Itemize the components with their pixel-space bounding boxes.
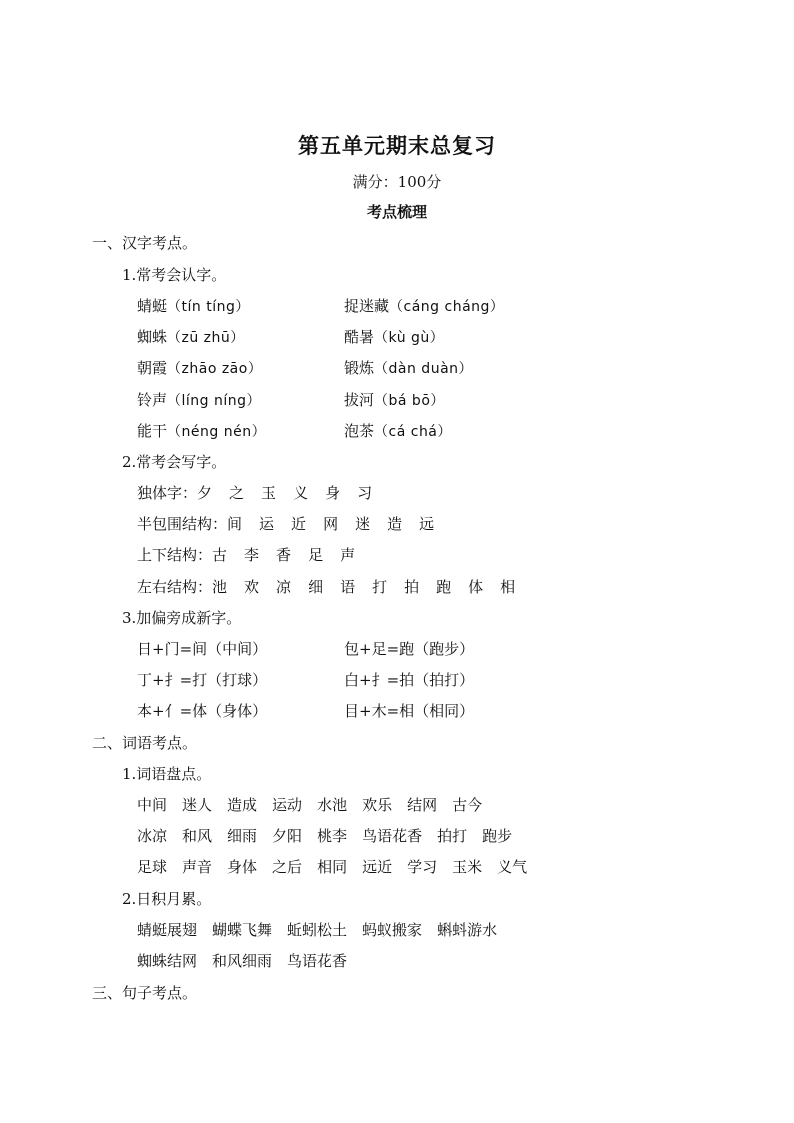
recognize-item: 能干（néng nén） <box>137 422 267 440</box>
part1-heading: 一、汉字考点。 <box>92 234 198 252</box>
recognize-item: 泡茶（cá chá） <box>344 422 452 440</box>
recognize-item: 铃声（líng níng） <box>137 391 262 409</box>
recognize-item: 蜘蛛（zū zhū） <box>137 328 245 346</box>
word-row: 中间 迷人 造成 运动 水池 欢乐 结网 古今 <box>137 796 483 814</box>
write-row: 左右结构：池 欢 凉 细 语 打 拍 跑 体 相 <box>137 578 516 596</box>
part2-sub2-heading: 2.日积月累。 <box>122 890 212 908</box>
word-row: 足球 声音 身体 之后 相同 远近 学习 玉米 义气 <box>137 858 528 876</box>
radical-item: 本+亻=体（身体） <box>137 702 268 720</box>
radical-item: 目+木=相（相同） <box>344 702 475 720</box>
idiom-row: 蜻蜓展翅 蝴蝶飞舞 蚯蚓松土 蚂蚁搬家 蝌蚪游水 <box>137 921 498 939</box>
part1-sub1-heading: 1.常考会认字。 <box>122 266 227 284</box>
radical-item: 日+门=间（中间） <box>137 640 268 658</box>
recognize-item: 蜻蜓（tín tíng） <box>137 297 250 315</box>
recognize-item: 朝霞（zhāo zāo） <box>137 359 263 377</box>
word-row: 冰凉 和风 细雨 夕阳 桃李 鸟语花香 拍打 跑步 <box>137 827 513 845</box>
part2-sub1-heading: 1.词语盘点。 <box>122 765 212 783</box>
recognize-item: 锻炼（dàn duàn） <box>344 359 474 377</box>
radical-item: 包+足=跑（跑步） <box>344 640 475 658</box>
section-title: 考点梳理 <box>366 203 427 221</box>
recognize-item: 捉迷藏（cáng cháng） <box>344 297 505 315</box>
page-title: 第五单元期末总复习 <box>298 133 496 158</box>
radical-item: 丁+扌=打（打球） <box>137 671 268 689</box>
part2-heading: 二、词语考点。 <box>92 734 198 752</box>
write-row: 上下结构：古 李 香 足 声 <box>137 546 356 564</box>
full-score: 满分：100分 <box>352 173 442 191</box>
radical-item: 白+扌=拍（拍打） <box>344 671 475 689</box>
recognize-item: 酷暑（kù gù） <box>344 328 445 346</box>
recognize-item: 拔河（bá bō） <box>344 391 445 409</box>
part1-sub3-heading: 3.加偏旁成新字。 <box>122 609 242 627</box>
write-row: 半包围结构：间 运 近 网 迷 造 远 <box>137 515 435 533</box>
write-row: 独体字：夕 之 玉 义 身 习 <box>137 484 373 502</box>
part3-heading: 三、句子考点。 <box>92 984 198 1002</box>
idiom-row: 蜘蛛结网 和风细雨 鸟语花香 <box>137 952 348 970</box>
part1-sub2-heading: 2.常考会写字。 <box>122 453 227 471</box>
